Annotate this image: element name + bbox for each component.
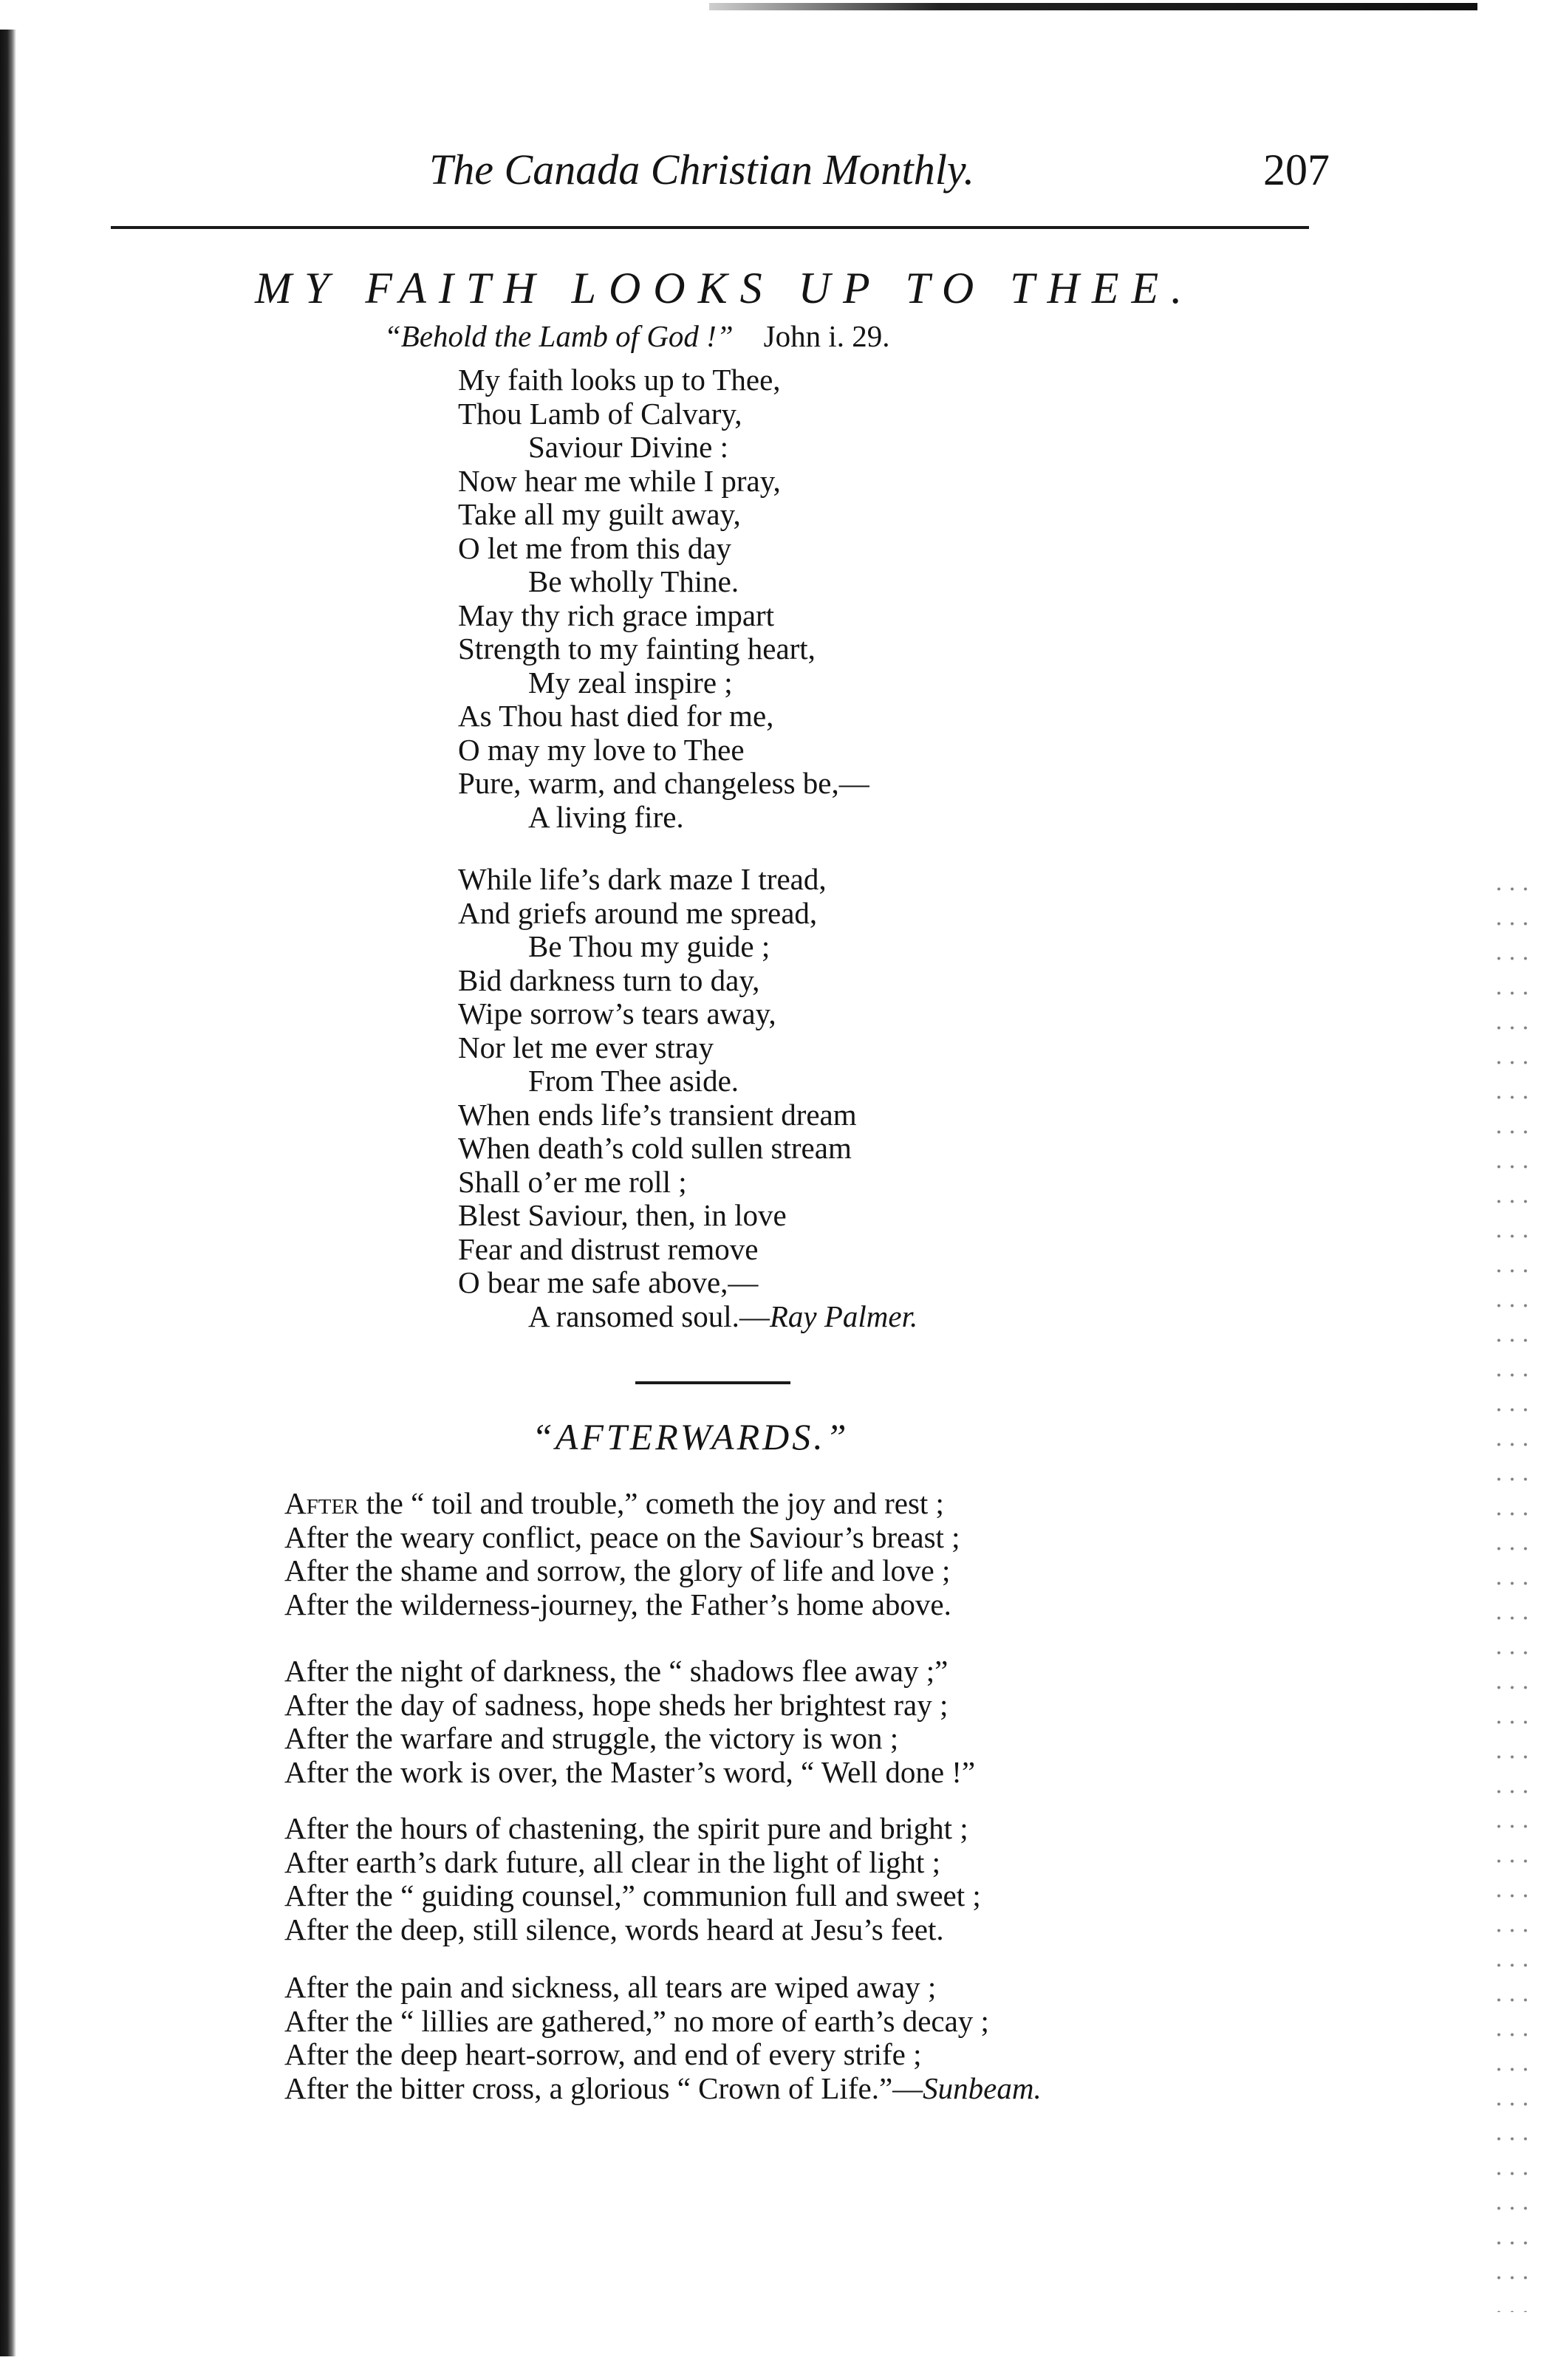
poem2-line: After the work is over, the Master’s word, “ Well done !” xyxy=(284,1754,976,1789)
poem-line: Now hear me while I pray, xyxy=(458,463,781,498)
poem-line: Be wholly Thine. xyxy=(528,564,739,598)
poem-line: Take all my guilt away, xyxy=(458,497,741,531)
poem-line: From Thee aside. xyxy=(528,1064,739,1098)
poem-line: Saviour Divine : xyxy=(528,430,729,464)
poem-line: Strength to my fainting heart, xyxy=(458,632,816,666)
poem-line: Fear and distrust remove xyxy=(458,1231,759,1266)
poem-title: MY FAITH LOOKS UP TO THEE. xyxy=(255,264,1195,312)
running-title: The Canada Christian Monthly. xyxy=(429,146,974,194)
poem-line: My faith looks up to Thee, xyxy=(458,363,781,397)
poem2-stanza-3 xyxy=(284,1812,1481,1946)
scan-top-rule xyxy=(709,3,1477,10)
poem-line: Pure, warm, and changeless be,— xyxy=(458,766,869,800)
poem2-line: After the hours of chastening, the spirit pure and bright ; xyxy=(284,1811,968,1845)
poem-line: Thou Lamb of Calvary, xyxy=(458,396,742,431)
poem2-closing-text: After the bitter cross, a glorious “ Crown of Life.”— xyxy=(284,2070,923,2105)
poem2-line: After the deep, still silence, words heard at Jesu’s feet. xyxy=(284,1912,944,1946)
poem-line: As Thou hast died for me, xyxy=(458,699,774,733)
poem2-stanza-4 xyxy=(284,1971,1481,2105)
poem-line: Wipe sorrow’s tears away, xyxy=(458,996,776,1030)
header-rule xyxy=(111,226,1309,229)
poem2-stanza-2 xyxy=(284,1655,1481,1789)
poem-line: And griefs around me spread, xyxy=(458,895,818,930)
scan-speckles xyxy=(1492,872,1529,2312)
stanza-2-lines xyxy=(458,863,1344,1300)
poem2-line: After the night of darkness, the “ shadows flee away ;” xyxy=(284,1654,949,1688)
poem-line: Shall o’er me roll ; xyxy=(458,1164,687,1199)
poem2-title: “AFTERWARDS.” xyxy=(532,1416,850,1457)
poem2-line: After the shame and sorrow, the glory of life and love ; xyxy=(284,1553,951,1587)
poem-stanza-1 xyxy=(458,363,1344,834)
closing-line-text: A ransomed soul.— xyxy=(528,1299,770,1333)
section-divider xyxy=(635,1381,790,1384)
poem-line: A living fire. xyxy=(528,799,684,834)
poem2-line xyxy=(284,1487,1481,1521)
epigraph xyxy=(384,318,1271,355)
poem2-line: After the “ lillies are gathered,” no more of earth’s decay ; xyxy=(284,2003,989,2038)
poem-line: O let me from this day xyxy=(458,530,732,565)
poem2-first-word: After xyxy=(284,1486,359,1520)
poem-line: Bid darkness turn to day, xyxy=(458,962,760,997)
poem-author: Ray Palmer. xyxy=(769,1299,918,1333)
poem-stanza-2 xyxy=(458,863,1344,1333)
poem2-line: After the deep heart-sorrow, and end of every strife ; xyxy=(284,2037,922,2071)
poem2-line: After the day of sadness, hope sheds her brightest ray ; xyxy=(284,1687,949,1722)
poem2-line: After the warfare and struggle, the victory is won ; xyxy=(284,1721,899,1755)
poem2-line: After the weary conflict, peace on the Saviour’s breast ; xyxy=(284,1519,960,1554)
poem2-stanza-1 xyxy=(284,1487,1481,1621)
poem-line: O bear me safe above,— xyxy=(458,1265,759,1299)
poem2-line: After earth’s dark future, all clear in the light of light ; xyxy=(284,1844,941,1879)
poem-line: O may my love to Thee xyxy=(458,732,745,767)
epigraph-quote: “Behold the Lamb of God !” xyxy=(384,319,734,353)
epigraph-reference: John i. 29. xyxy=(763,319,890,353)
poem2-line: After the pain and sickness, all tears are wiped away ; xyxy=(284,1970,937,2004)
poem2-author: Sunbeam. xyxy=(923,2070,1042,2105)
poem2-line: After the wilderness-journey, the Father’s home above. xyxy=(284,1587,951,1621)
poem-line: When death’s cold sullen stream xyxy=(458,1131,852,1165)
poem2-closing-line xyxy=(284,2072,1481,2106)
scan-binding-edge xyxy=(0,30,16,2356)
poem2-line: After the “ guiding counsel,” communion full and sweet ; xyxy=(284,1878,981,1912)
poem-closing-line xyxy=(458,1300,1344,1334)
poem-line: Nor let me ever stray xyxy=(458,1030,714,1064)
poem2-line-text: the “ toil and trouble,” cometh the joy and rest ; xyxy=(358,1486,944,1520)
poem-line: When ends life’s transient dream xyxy=(458,1097,857,1132)
poem-line: Be Thou my guide ; xyxy=(528,929,770,963)
poem-line: While life’s dark maze I tread, xyxy=(458,862,827,896)
poem-line: May thy rich grace impart xyxy=(458,598,775,632)
poem-line: My zeal inspire ; xyxy=(528,665,733,700)
page-number: 207 xyxy=(1263,146,1330,194)
poem-line: Blest Saviour, then, in love xyxy=(458,1198,787,1232)
